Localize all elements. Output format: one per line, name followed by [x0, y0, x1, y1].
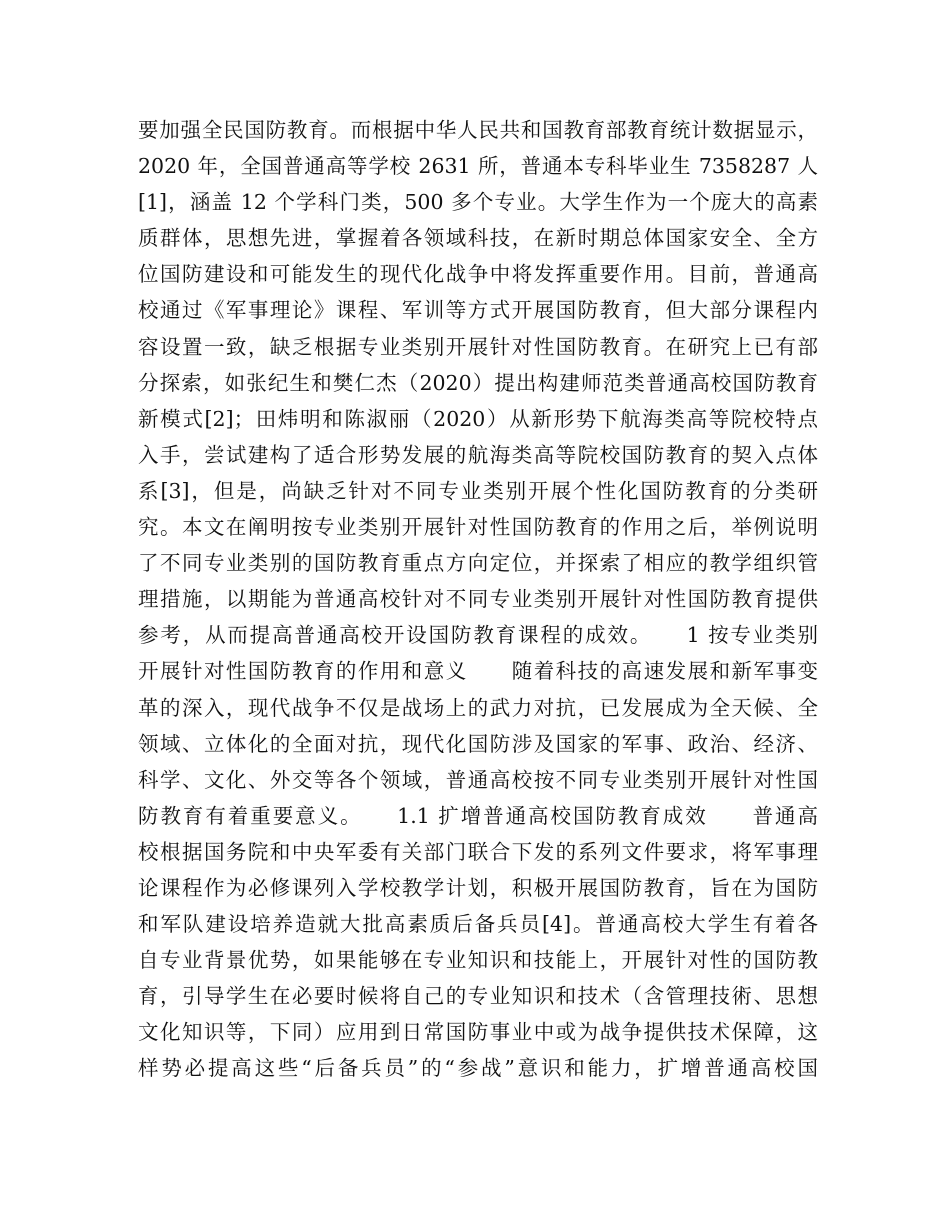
- text-line: 自专业背景优势，如果能够在专业知识和技能上，开展针对性的国防教: [138, 948, 818, 973]
- text-line: 分探索，如张纪生和樊仁杰（2020）提出构建师范类普通高校国防教育: [138, 370, 818, 395]
- text-line: 文化知识等，下同）应用到日常国防事业中或为战争提供技术保障，这: [138, 1020, 818, 1045]
- text-line: 入手，尝试建构了适合形势发展的航海类高等院校国防教育的契入点体: [138, 442, 818, 467]
- text-line: 领域、立体化的全面对抗，现代化国防涉及国家的军事、政治、经济、: [138, 731, 818, 756]
- text-line: 质群体，思想先进，掌握着各领域科技，在新时期总体国家安全、全方: [138, 226, 818, 251]
- text-line: 科学、文化、外交等各个领域，普通高校按不同专业类别开展针对性国: [138, 767, 818, 792]
- text-line: 新模式[2]；田炜明和陈淑丽（2020）从新形势下航海类高等院校特点: [138, 406, 818, 431]
- text-line: [1]，涵盖 12 个学科门类，500 多个专业。大学生作为一个庞大的高素: [138, 190, 818, 215]
- text-line: 究。本文在阐明按专业类别开展针对性国防教育的作用之后，举例说明: [138, 515, 818, 540]
- text-line: 容设置一致，缺乏根据专业类别开展针对性国防教育。在研究上已有部: [138, 334, 818, 359]
- text-line: 革的深入，现代战争不仅是战场上的武力对抗，已发展成为全天候、全: [138, 695, 818, 720]
- text-line: 系[3]，但是，尚缺乏针对不同专业类别开展个性化国防教育的分类研: [138, 478, 818, 503]
- text-line: 和军队建设培养造就大批高素质后备兵员[4]。普通高校大学生有着各: [138, 912, 818, 937]
- text-line: 要加强全民国防教育。而根据中华人民共和国教育部教育统计数据显示，: [138, 118, 818, 142]
- text-line: 2020 年，全国普通高等学校 2631 所，普通本专科毕业生 7358287 人: [138, 154, 818, 179]
- text-line: 参考，从而提高普通高校开设国防教育课程的成效。 1 按专业类别: [138, 623, 818, 648]
- text-line: 位国防建设和可能发生的现代化战争中将发挥重要作用。目前，普通高: [138, 262, 818, 287]
- text-line: 防教育有着重要意义。 1.1 扩增普通高校国防教育成效 普通高: [138, 803, 818, 828]
- body-text: [138, 112, 818, 1087]
- text-line: 校根据国务院和中央军委有关部门联合下发的系列文件要求，将军事理: [138, 839, 818, 864]
- text-line: 样势必提高这些“后备兵员”的“参战”意识和能力，扩增普通高校国: [138, 1056, 818, 1081]
- text-line: 开展针对性国防教育的作用和意义 随着科技的高速发展和新军事变: [138, 659, 818, 684]
- text-line: 育，引导学生在必要时候将自己的专业知识和技术（含管理技術、思想: [138, 984, 818, 1009]
- text-line: 了不同专业类别的国防教育重点方向定位，并探索了相应的教学组织管: [138, 551, 818, 576]
- text-line: 校通过《军事理论》课程、军训等方式开展国防教育，但大部分课程内: [138, 298, 818, 323]
- text-line: 理措施，以期能为普通高校针对不同专业类别开展针对性国防教育提供: [138, 587, 818, 612]
- text-line: 论课程作为必修课列入学校教学计划，积极开展国防教育，旨在为国防: [138, 875, 818, 900]
